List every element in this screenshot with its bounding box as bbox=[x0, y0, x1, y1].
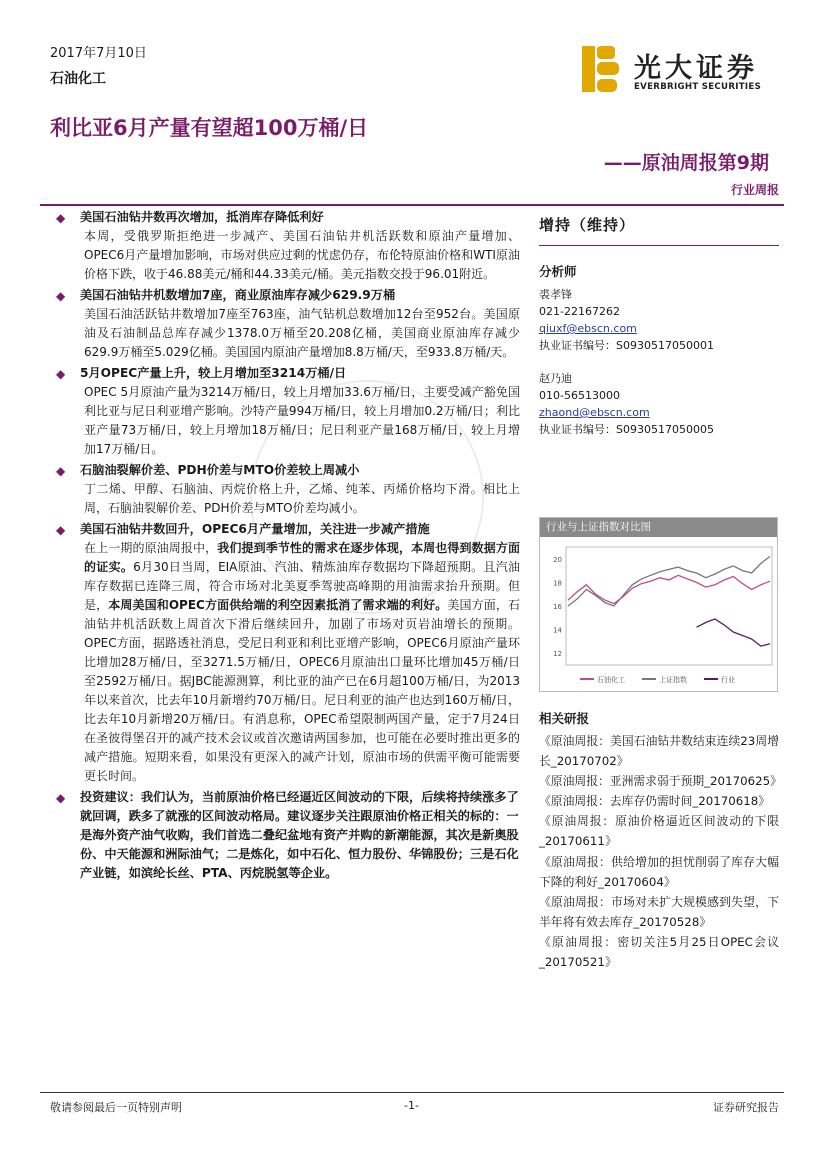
related-item[interactable]: 《原油周报：市场对未扩大规模感到失望，下半年将有效去库存_20170528》 bbox=[539, 894, 779, 929]
legend-label: 行业 bbox=[721, 676, 735, 684]
index-comparison-chart bbox=[539, 517, 778, 692]
diamond-bullet-icon: ◆ bbox=[56, 211, 66, 225]
series-title: ——原油周报第9期 bbox=[603, 152, 769, 174]
analyst-license: 执业证书编号：S0930517050001 bbox=[539, 339, 714, 352]
analyst-heading: 分析师 bbox=[539, 264, 577, 279]
analyst-name: 赵乃迪 bbox=[539, 372, 572, 385]
series-line bbox=[697, 619, 771, 646]
sidebar bbox=[539, 206, 779, 438]
y-tick-label: 20 bbox=[553, 555, 562, 564]
page-title: 利比亚6月产量有望超100万桶/日 bbox=[50, 116, 369, 140]
section-heading: ◆ 5月OPEC产量上升，较上月增加至3214万桶/日 bbox=[50, 364, 520, 383]
related-item[interactable]: 《原油周报：供给增加的担忧削弱了库存大幅下降的利好_20170604》 bbox=[539, 854, 779, 889]
footer-doc-type: 证券研究报告 bbox=[713, 1101, 779, 1114]
sector-label: 石油化工 bbox=[50, 71, 106, 87]
related-item[interactable]: 《原油周报：原油价格逼近区间波动的下限_20170611》 bbox=[539, 814, 779, 849]
y-tick-label: 14 bbox=[553, 626, 562, 635]
diamond-bullet-icon: ◆ bbox=[56, 791, 66, 805]
investment-advice: ◆ 投资建议：我们认为，当前原油价格已经逼近区间波动的下限，后续将持续涨多了就回调，跌多了就涨的区间波动格局。建议逐步关注跟原油价格正相关的标的：一是海外资产油气收购，我们首选二叠纪盆地有资产并购的新潮能源，其次是新奥股份、中天能源和洲际油气；二是炼化，如中石化、恒力股份、华锦股份；三是石化产业链，如滨纶长丝、PTA、丙烷脱氢等企业。 bbox=[56, 790, 519, 880]
related-heading: 相关研报 bbox=[539, 711, 590, 726]
analyst-card bbox=[539, 286, 779, 354]
company-logo bbox=[582, 46, 782, 96]
section-heading: ◆ 美国石油钻井数再次增加，抵消库存降低利好 bbox=[50, 208, 520, 227]
chart-title: 行业与上证指数对比图 bbox=[540, 518, 777, 537]
analyst-card bbox=[539, 370, 779, 438]
diamond-bullet-icon: ◆ bbox=[56, 289, 66, 303]
y-tick-label: 12 bbox=[553, 650, 562, 659]
logo-text-en: EVERBRIGHT SECURITIES bbox=[634, 82, 762, 92]
related-item[interactable]: 《原油周报：密切关注5月25日OPEC会议_20170521》 bbox=[539, 934, 779, 970]
sidebar-divider bbox=[539, 245, 779, 246]
footer-disclaimer: 敬请参阅最后一页特别声明 bbox=[50, 1101, 182, 1114]
section-heading: ◆ 美国石油钻井机数增加7座，商业原油库存减少629.9万桶 bbox=[50, 286, 520, 305]
analyst-email-link[interactable]: qiuxf@ebscn.com bbox=[539, 322, 637, 335]
logo-text-cn: 光大证券 bbox=[634, 53, 758, 84]
y-tick-label: 18 bbox=[553, 579, 562, 588]
section-heading: ◆ 美国石油钻井数回升，OPEC6月产量增加，关注进一步减产措施 bbox=[50, 520, 520, 539]
section-body: 本周，受俄罗斯拒绝进一步减产、美国石油钻井机活跃数和原油产量增加、OPEC6月产量增加影响，市场对供应过剩的忧虑仍存，布伦特原油价格和WTI原油价格下跌，收于46.88美元/桶和44.33美元/桶。美元指数交投于96.01附近。 bbox=[84, 229, 520, 281]
section-heading: ◆ 石脑油裂解价差、PDH价差与MTO价差较上周减小 bbox=[50, 461, 520, 480]
analyst-name: 裘孝锋 bbox=[539, 288, 572, 301]
rating-label: 增持（维持） bbox=[539, 216, 636, 234]
legend-label: 石油化工 bbox=[597, 676, 625, 684]
main-column bbox=[50, 206, 520, 883]
chart-frame bbox=[566, 547, 772, 665]
related-item[interactable]: 《原油周报：美国石油钻井数结束连续23周增长_20170702》 bbox=[539, 734, 779, 769]
section-body: 丁二烯、甲醇、石脑油、丙烷价格上升，乙烯、纯苯、丙烯价格均下滑。相比上周，石脑油裂解价差、PDH价差与MTO价差均减小。 bbox=[84, 482, 520, 515]
y-tick-label: 16 bbox=[553, 603, 562, 611]
related-item[interactable]: 《原油周报：去库存仍需时间_20170618》 bbox=[539, 794, 771, 809]
report-type: 行业周报 bbox=[730, 183, 779, 197]
related-list bbox=[539, 731, 782, 972]
page-number: -1- bbox=[404, 1099, 419, 1112]
footer-divider bbox=[40, 1092, 784, 1093]
legend-label: 上证指数 bbox=[659, 676, 687, 684]
chart-plot bbox=[540, 537, 777, 689]
diamond-bullet-icon: ◆ bbox=[56, 523, 66, 537]
section-body: 在上一期的原油周报中，我们提到季节性的需求在逐步体现，本周也得到数据方面的证实。6月30日当周，EIA原油、汽油、精炼油库存数据均下降超预期。且汽油库存数据已连降三周，符合市场对北美夏季驾驶高峰期的用油需求抬升预期。但是，本周美国和OPEC方面供给端的利空因素抵消了需求端的利好。美国方面，石油钻井机活跃数上周首次下滑后继续回升，加剧了市场对页岩油增长的预期。OPEC方面，据路透社消息，受尼日利亚和利比亚增产影响，OPEC6月原油产量环比增加28万桶/日，至3271.5万桶/日，OPEC6月原油出口量环比增加45万桶/日至2592万桶/日。据JBC能源测算，利比亚的油产已在6月超100万桶/日，为2013年以来首次，比去年10月新增约70万桶/日。尼日利亚的油产也达到160万桶/日，比去年10月新增20万桶/日。有消息称，OPEC希望限制两国产量，定于7月24日在圣彼得堡召开的减产技术会议或首次邀请两国参加，也可能在必要时推出更多的减产措施。短期来看，如果没有更深入的减产计划，原油市场的供需平衡可能需要更长时间。 bbox=[84, 541, 520, 783]
section-body: OPEC 5月原油产量为3214万桶/日，较上月增加33.6万桶/日，主要受减产豁免国利比亚与尼日利亚增产影响。沙特产量994万桶/日，较上月增加0.2万桶/日；利比亚产量73万桶/日，较上月增加18万桶/日；尼日利亚产量168万桶/日，较上月增加17万桶/日。 bbox=[84, 385, 520, 456]
diamond-bullet-icon: ◆ bbox=[56, 367, 66, 381]
analyst-license: 执业证书编号：S0930517050005 bbox=[539, 423, 714, 436]
report-date: 2017年7月10日 bbox=[50, 46, 147, 61]
diamond-bullet-icon: ◆ bbox=[56, 464, 66, 478]
analyst-phone: 010-56513000 bbox=[539, 389, 620, 402]
logo-mark-icon bbox=[582, 46, 622, 92]
analyst-email-link[interactable]: zhaond@ebscn.com bbox=[539, 406, 650, 419]
analyst-phone: 021-22167262 bbox=[539, 305, 620, 318]
series-line bbox=[568, 575, 770, 603]
related-item[interactable]: 《原油周报：亚洲需求弱于预期_20170625》 bbox=[539, 774, 782, 789]
section-body: 美国石油活跃钻井数增加7座至763座，油气钻机总数增加12台至952台。美国原油及石油制品总库存减少1378.0万桶至20.208亿桶，美国商业原油库存减少629.9万桶至5.029亿桶。美国国内原油产量增加8.8万桶/天，至933.8万桶/天。 bbox=[84, 307, 520, 359]
